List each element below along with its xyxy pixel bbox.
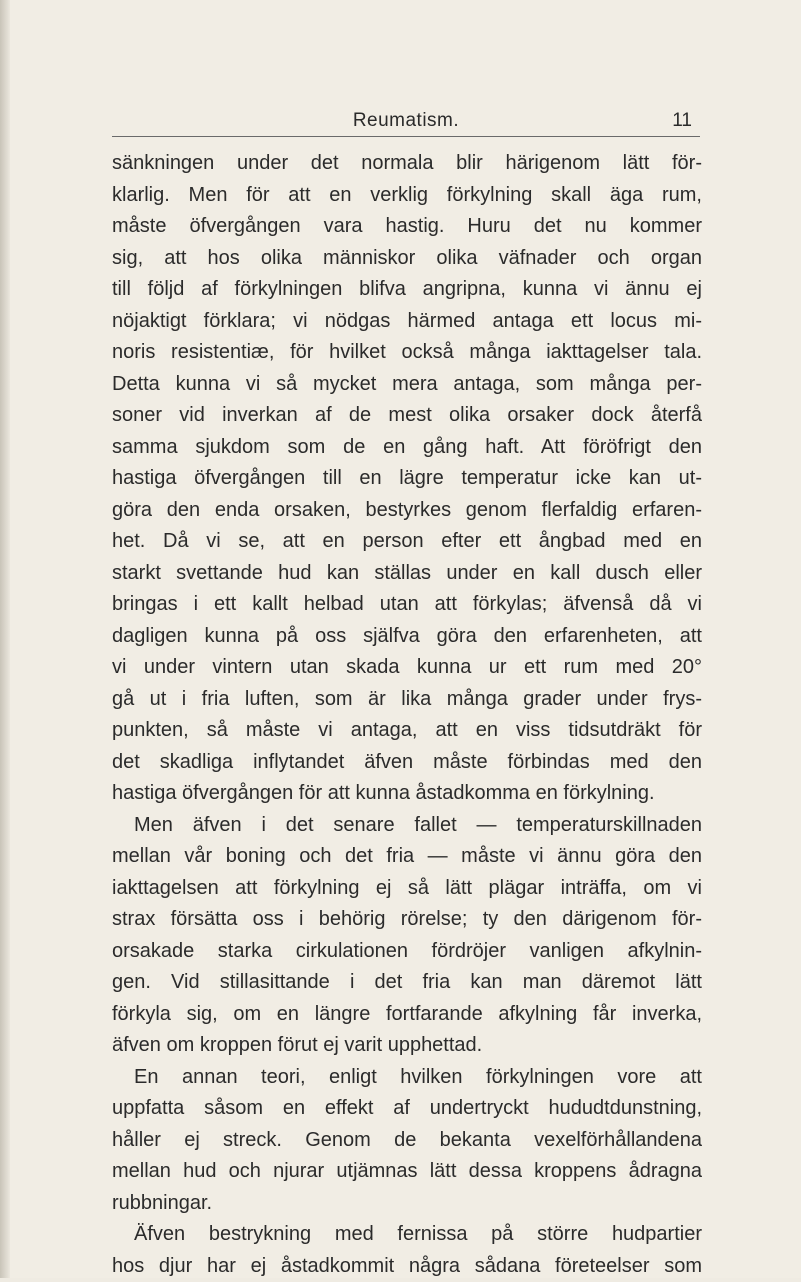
text-line: het. Då vi se, att en person efter ett ångbad med en bbox=[112, 526, 702, 558]
text-line: soner vid inverkan af de mest olika orsaker dock återfå bbox=[112, 400, 702, 432]
text-line: vi under vintern utan skada kunna ur ett rum med 20° bbox=[112, 652, 702, 684]
text-line: sänkningen under det normala blir härigenom lätt för- bbox=[112, 148, 702, 180]
text-line: samma sjukdom som de en gång haft. Att föröfrigt den bbox=[112, 432, 702, 464]
text-line: dagligen kunna på oss själfva göra den erfarenheten, att bbox=[112, 621, 702, 653]
page-gutter-shadow bbox=[0, 0, 10, 1278]
text-line: Äfven bestrykning med fernissa på större hudpartier bbox=[112, 1219, 702, 1251]
text-line: mellan vår boning och det fria — måste vi ännu göra den bbox=[112, 841, 702, 873]
text-line: punkten, så måste vi antaga, att en viss tidsutdräkt för bbox=[112, 715, 702, 747]
text-line: Detta kunna vi så mycket mera antaga, som många per- bbox=[112, 369, 702, 401]
text-line: starkt svettande hud kan ställas under en kall dusch eller bbox=[112, 558, 702, 590]
text-line: göra den enda orsaken, bestyrkes genom flerfaldig erfaren- bbox=[112, 495, 702, 527]
text-line: En annan teori, enligt hvilken förkylningen vore att bbox=[112, 1062, 702, 1094]
text-line: iakttagelsen att förkylning ej så lätt plägar inträffa, om vi bbox=[112, 873, 702, 905]
text-line: sig, att hos olika människor olika väfnader och organ bbox=[112, 243, 702, 275]
text-line: bringas i ett kallt helbad utan att förkylas; äfvenså då vi bbox=[112, 589, 702, 621]
text-line: uppfatta såsom en effekt af undertryckt hududtdunstning, bbox=[112, 1093, 702, 1125]
body-text bbox=[112, 148, 702, 1282]
text-line: orsakade starka cirkulationen fördröjer vanligen afkylnin- bbox=[112, 936, 702, 968]
text-line: strax försätta oss i behörig rörelse; ty den därigenom för- bbox=[112, 904, 702, 936]
text-line: äfven om kroppen förut ej varit upphettad. bbox=[112, 1030, 702, 1062]
text-line: hos djur har ej åstadkommit några sådana företeelser som bbox=[112, 1251, 702, 1282]
text-line: det skadliga inflytandet äfven måste förbindas med den bbox=[112, 747, 702, 779]
text-line: hastiga öfvergången för att kunna åstadkomma en förkylning. bbox=[112, 778, 702, 810]
text-line: gen. Vid stillasittande i det fria kan man däremot lätt bbox=[112, 967, 702, 999]
text-line: hastiga öfvergången till en lägre temperatur icke kan ut- bbox=[112, 463, 702, 495]
running-title: Reumatism. bbox=[112, 110, 700, 132]
text-line: till följd af förkylningen blifva angripna, kunna vi ännu ej bbox=[112, 274, 702, 306]
text-line: Men äfven i det senare fallet — temperaturskillnaden bbox=[112, 810, 702, 842]
running-head bbox=[112, 108, 700, 137]
text-line: rubbningar. bbox=[112, 1188, 702, 1220]
text-line: håller ej streck. Genom de bekanta vexelförhållandena bbox=[112, 1125, 702, 1157]
page-number: 11 bbox=[672, 110, 692, 132]
text-line: mellan hud och njurar utjämnas lätt dessa kroppens ådragna bbox=[112, 1156, 702, 1188]
text-line: noris resistentiæ, för hvilket också många iakttagelser tala. bbox=[112, 337, 702, 369]
text-line: förkyla sig, om en längre fortfarande afkylning får inverka, bbox=[112, 999, 702, 1031]
text-line: nöjaktigt förklara; vi nödgas härmed antaga ett locus mi- bbox=[112, 306, 702, 338]
text-line: måste öfvergången vara hastig. Huru det nu kommer bbox=[112, 211, 702, 243]
text-line: klarlig. Men för att en verklig förkylning skall äga rum, bbox=[112, 180, 702, 212]
text-line: gå ut i fria luften, som är lika många grader under frys- bbox=[112, 684, 702, 716]
